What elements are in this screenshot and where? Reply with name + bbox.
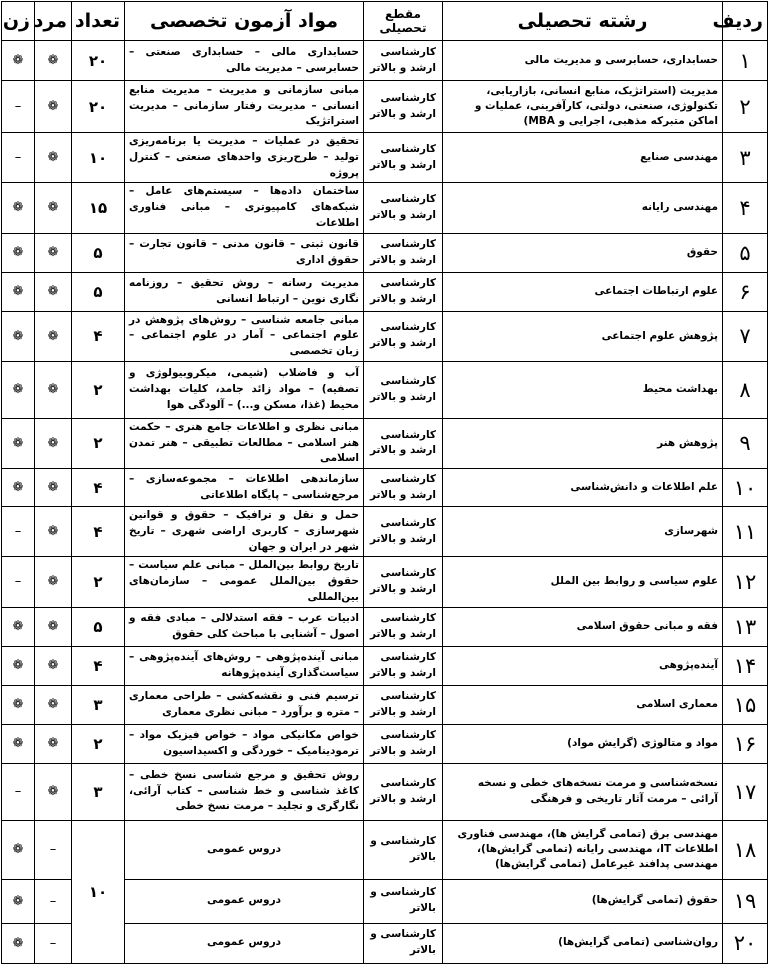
education-level: کارشناسی ارشد و بالاتر (364, 183, 443, 233)
exam-subjects: تحقیق در عملیات – مدیریت یا برنامه‌ریزی تولید – طرح‌ریزی واحدهای صنعتی – کنترل پروژه (125, 133, 364, 183)
exam-subjects: روش تحقیق و مرجع شناسی نسخ خطی – کاغذ شناسی و خط شناسی – کتاب آرائی، نگارگری و تجلید – مرمت نسخ خطی (125, 763, 364, 820)
position-count: ۴ (72, 311, 125, 361)
row-number: ۴ (723, 183, 768, 233)
header-level: مقطع تحصیلی (364, 2, 443, 41)
exam-subjects: مبانی جامعه شناسی – روش‌های پژوهش در علوم اجتماعی – آمار در علوم اجتماعی – زبان تخصصی (125, 311, 364, 361)
row-number: ۲ (723, 81, 768, 133)
header-female: زن (2, 2, 35, 41)
exam-subjects: قانون ثبتی – قانون مدنی – قانون تجارت – حقوق اداری (125, 233, 364, 272)
header-field: رشته تحصیلی (443, 2, 723, 41)
male-eligibility: ❁ (35, 233, 72, 272)
table-row (2, 763, 768, 820)
exam-subjects: سازماندهی اطلاعات – مجموعه‌سازی – مرجع‌شناسی – پایگاه اطلاعاتی (125, 469, 364, 507)
table-row (2, 272, 768, 311)
position-count: ۴ (72, 646, 125, 685)
male-eligibility: ❁ (35, 81, 72, 133)
female-eligibility: ❁ (2, 418, 35, 468)
male-eligibility: ❁ (35, 311, 72, 361)
position-count: ۳ (72, 685, 125, 724)
male-eligibility: ❁ (35, 646, 72, 685)
field-name: مهندسی برق (تمامی گرایش ها)، مهندسی فناوری اطلاعات IT، مهندسی رایانه (تمامی گرایش‌ها)، مهندسی پدافند غیرعامل (تمامی گرایش‌ها) (443, 820, 723, 879)
education-level: کارشناسی ارشد و بالاتر (364, 272, 443, 311)
male-eligibility: ❁ (35, 361, 72, 418)
table-row (2, 557, 768, 607)
table-row (2, 685, 768, 724)
female-eligibility: ❁ (2, 646, 35, 685)
education-level: کارشناسی و بالاتر (364, 879, 443, 923)
table-row (2, 607, 768, 646)
education-level: کارشناسی ارشد و بالاتر (364, 311, 443, 361)
recruitment-table (1, 1, 768, 964)
position-count: ۲۰ (72, 41, 125, 81)
male-eligibility: ❁ (35, 469, 72, 507)
field-name: مهندسی صنایع (443, 133, 723, 183)
male-eligibility: ❁ (35, 685, 72, 724)
female-eligibility: – (2, 133, 35, 183)
education-level: کارشناسی ارشد و بالاتر (364, 469, 443, 507)
exam-subjects: خواص مکانیکی مواد – خواص فیزیک مواد – ترمودینامیک – خوردگی و اکسیداسیون (125, 724, 364, 763)
exam-subjects: ادبیات عرب – فقه استدلالی – مبادی فقه و اصول – آشنایی با مباحث کلی حقوق (125, 607, 364, 646)
table-row (2, 81, 768, 133)
field-name: پژوهش هنر (443, 418, 723, 468)
table-row (2, 507, 768, 557)
row-number: ۱۴ (723, 646, 768, 685)
education-level: کارشناسی ارشد و بالاتر (364, 133, 443, 183)
row-number: ۸ (723, 361, 768, 418)
education-level: کارشناسی و بالاتر (364, 923, 443, 963)
position-count: ۲۰ (72, 81, 125, 133)
row-number: ۱ (723, 41, 768, 81)
row-number: ۱۶ (723, 724, 768, 763)
male-eligibility: – (35, 820, 72, 879)
position-count: ۲ (72, 557, 125, 607)
education-level: کارشناسی ارشد و بالاتر (364, 724, 443, 763)
exam-subjects: ترسیم فنی و نقشه‌کشی – طراحی معماری – متره و برآورد – مبانی نظری معماری (125, 685, 364, 724)
female-eligibility: ❁ (2, 607, 35, 646)
row-number: ۶ (723, 272, 768, 311)
male-eligibility: ❁ (35, 133, 72, 183)
field-name: بهداشت محیط (443, 361, 723, 418)
row-number: ۱۷ (723, 763, 768, 820)
field-name: حقوق (تمامی گرایش‌ها) (443, 879, 723, 923)
table-row (2, 469, 768, 507)
female-eligibility: ❁ (2, 233, 35, 272)
field-name: معماری اسلامی (443, 685, 723, 724)
field-name: مواد و متالوژی (گرایش مواد) (443, 724, 723, 763)
education-level: کارشناسی ارشد و بالاتر (364, 507, 443, 557)
female-eligibility: ❁ (2, 879, 35, 923)
female-eligibility: ❁ (2, 183, 35, 233)
header-subjects: مواد آزمون تخصصی (125, 2, 364, 41)
male-eligibility: ❁ (35, 183, 72, 233)
female-eligibility: ❁ (2, 923, 35, 963)
female-eligibility: ❁ (2, 272, 35, 311)
education-level: کارشناسی ارشد و بالاتر (364, 685, 443, 724)
field-name: شهرسازی (443, 507, 723, 557)
position-count: ۲ (72, 724, 125, 763)
table-row (2, 646, 768, 685)
table-row (2, 311, 768, 361)
position-count: ۵ (72, 233, 125, 272)
female-eligibility: ❁ (2, 685, 35, 724)
female-eligibility: ❁ (2, 361, 35, 418)
male-eligibility: ❁ (35, 607, 72, 646)
position-count: ۳ (72, 763, 125, 820)
education-level: کارشناسی و بالاتر (364, 820, 443, 879)
female-eligibility: – (2, 557, 35, 607)
row-number: ۷ (723, 311, 768, 361)
position-count: ۱۵ (72, 183, 125, 233)
exam-subjects: دروس عمومی (125, 820, 364, 879)
male-eligibility: ❁ (35, 41, 72, 81)
exam-subjects: مبانی سازمانی و مدیریت – مدیریت منابع انسانی – مدیریت رفتار سازمانی – مدیریت استراتژیک (125, 81, 364, 133)
education-level: کارشناسی ارشد و بالاتر (364, 557, 443, 607)
male-eligibility: – (35, 879, 72, 923)
male-eligibility: ❁ (35, 418, 72, 468)
education-level: کارشناسی ارشد و بالاتر (364, 81, 443, 133)
field-name: علوم ارتباطات اجتماعی (443, 272, 723, 311)
female-eligibility: – (2, 507, 35, 557)
male-eligibility: ❁ (35, 272, 72, 311)
row-number: ۱۰ (723, 469, 768, 507)
row-number: ۵ (723, 233, 768, 272)
row-number: ۲۰ (723, 923, 768, 963)
position-count: ۵ (72, 272, 125, 311)
male-eligibility: ❁ (35, 724, 72, 763)
male-eligibility: – (35, 923, 72, 963)
table-row (2, 724, 768, 763)
row-number: ۱۲ (723, 557, 768, 607)
exam-subjects: مدیریت رسانه – روش تحقیق – روزنامه نگاری نوین – ارتباط انسانی (125, 272, 364, 311)
education-level: کارشناسی ارشد و بالاتر (364, 607, 443, 646)
position-count: ۲ (72, 418, 125, 468)
position-count: ۵ (72, 607, 125, 646)
female-eligibility: ❁ (2, 724, 35, 763)
field-name: حقوق (443, 233, 723, 272)
field-name: آینده‌پژوهی (443, 646, 723, 685)
position-count: ۱۰ (72, 133, 125, 183)
position-count: ۴ (72, 469, 125, 507)
exam-subjects: تاریخ روابط بین‌الملل – مبانی علم سیاست – حقوق بین‌الملل عمومی – سازمان‌های بین‌المللی (125, 557, 364, 607)
field-name: نسخه‌شناسی و مرمت نسخه‌های خطی و نسخه آرائی – مرمت آثار تاریخی و فرهنگی (443, 763, 723, 820)
education-level: کارشناسی ارشد و بالاتر (364, 41, 443, 81)
position-count: ۲ (72, 361, 125, 418)
table-row (2, 361, 768, 418)
table-row (2, 133, 768, 183)
exam-subjects: آب و فاضلاب (شیمی، میکروبیولوژی و تصفیه) – مواد زائد جامد، کلیات بهداشت محیط (غذا، مسکن و...) – آلودگی هوا (125, 361, 364, 418)
row-number: ۱۵ (723, 685, 768, 724)
table-row (2, 820, 768, 879)
header-count: تعداد (72, 2, 125, 41)
exam-subjects: دروس عمومی (125, 879, 364, 923)
field-name: فقه و مبانی حقوق اسلامی (443, 607, 723, 646)
field-name: علم اطلاعات و دانش‌شناسی (443, 469, 723, 507)
female-eligibility: – (2, 81, 35, 133)
exam-subjects: مبانی آینده‌پژوهی – روش‌های آینده‌پژوهی – سیاست‌گذاری آینده‌پژوهانه (125, 646, 364, 685)
field-name: مدیریت (استراتژیک، منابع انسانی، بازاریابی، تکنولوژی، صنعتی، دولتی، کارآفرینی، عملیات و اماکن متبرکه مذهبی، اجرایی و MBA) (443, 81, 723, 133)
table-row (2, 418, 768, 468)
exam-subjects: ساختمان داده‌ها – سیستم‌های عامل – شبکه‌های کامپیوتری – مبانی فناوری اطلاعات (125, 183, 364, 233)
row-number: ۳ (723, 133, 768, 183)
row-number: ۱۱ (723, 507, 768, 557)
exam-subjects: مبانی نظری و اطلاعات جامع هنری – حکمت هنر اسلامی – مطالعات تطبیقی – هنر تمدن اسلامی (125, 418, 364, 468)
position-count: ۴ (72, 507, 125, 557)
exam-subjects: حسابداری مالی – حسابداری صنعتی – حسابرسی – مدیریت مالی (125, 41, 364, 81)
field-name: حسابداری، حسابرسی و مدیریت مالی (443, 41, 723, 81)
female-eligibility: ❁ (2, 41, 35, 81)
male-eligibility: ❁ (35, 507, 72, 557)
male-eligibility: ❁ (35, 763, 72, 820)
row-number: ۱۳ (723, 607, 768, 646)
field-name: علوم سیاسی و روابط بین الملل (443, 557, 723, 607)
field-name: روان‌شناسی (تمامی گرایش‌ها) (443, 923, 723, 963)
header-row (2, 2, 768, 41)
female-eligibility: ❁ (2, 820, 35, 879)
table-row (2, 233, 768, 272)
exam-subjects: دروس عمومی (125, 923, 364, 963)
education-level: کارشناسی ارشد و بالاتر (364, 418, 443, 468)
female-eligibility: ❁ (2, 469, 35, 507)
education-level: کارشناسی ارشد و بالاتر (364, 233, 443, 272)
exam-subjects: حمل و نقل و ترافیک – حقوق و قوانین شهرسازی – کاربری اراضی شهری – تاریخ شهر در ایران و جهان (125, 507, 364, 557)
header-row-number: ردیف (723, 2, 768, 41)
female-eligibility: ❁ (2, 311, 35, 361)
education-level: کارشناسی ارشد و بالاتر (364, 646, 443, 685)
row-number: ۱۸ (723, 820, 768, 879)
education-level: کارشناسی ارشد و بالاتر (364, 361, 443, 418)
table-row (2, 41, 768, 81)
table-row (2, 183, 768, 233)
header-male: مرد (35, 2, 72, 41)
male-eligibility: ❁ (35, 557, 72, 607)
row-number: ۱۹ (723, 879, 768, 923)
female-eligibility: – (2, 763, 35, 820)
position-count: ۱۰ (72, 820, 125, 963)
education-level: کارشناسی ارشد و بالاتر (364, 763, 443, 820)
field-name: پژوهش علوم اجتماعی (443, 311, 723, 361)
field-name: مهندسی رایانه (443, 183, 723, 233)
row-number: ۹ (723, 418, 768, 468)
